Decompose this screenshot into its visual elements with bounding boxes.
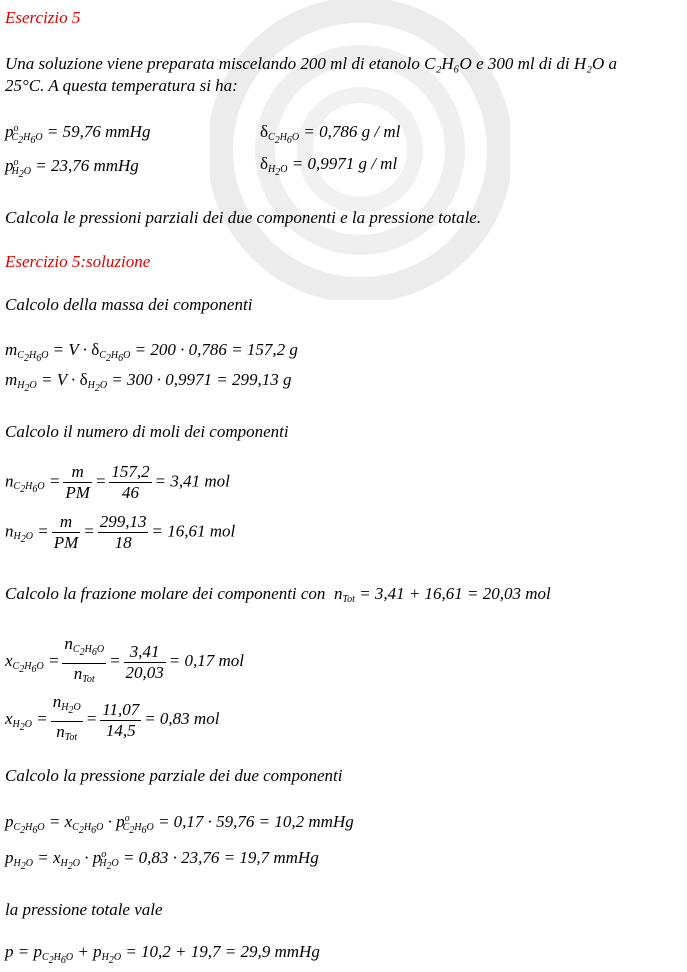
moles-heading: Calcolo il numero di moli dei componenti xyxy=(5,422,289,441)
exercise-question: Calcola le pressioni parziali dei due componenti e la pressione totale. xyxy=(5,208,482,227)
mass-heading: Calcolo della massa dei componenti xyxy=(5,295,253,314)
mass-ethanol-equation: $m_{C_2H_6O} = V \cdot \delta_{C_2H_6O} = 200 \cdot 0,786 = 157,2$ g xyxy=(5,340,298,364)
exercise-text-line2: 25°C. A questa temperatura si ha: xyxy=(5,76,238,95)
given-density-water: $\delta_{H_2O} = 0,9971$ g / ml xyxy=(260,154,398,178)
mass-water-equation: $m_{H_2O} = V \cdot \delta_{H_2O} = 300 \cdot 0,9971 = 299,13$ g xyxy=(5,370,292,394)
fraction-water-equation: $x_{H_2O}$ = $\frac{n_{H_2O}}{n_{Tot}}$ = $\frac{11,07}{14,5}$ = 0,83 mol xyxy=(5,692,220,743)
solution-title: Esercizio 5:soluzione xyxy=(5,252,151,271)
given-density-ethanol: $\delta_{C_2H_6O} = 0,786$ g / ml xyxy=(260,122,401,146)
exercise-title: Esercizio 5 xyxy=(5,8,81,27)
exercise-text-line1: Una soluzione viene preparata miscelando 200 ml di etanolo C₂H₆O e 300 ml di di H₂O a xyxy=(5,54,618,73)
moles-water-equation: $n_{H_2O}$ = $\frac{m}{PM}$ = $\frac{299,13}{18}$ = 16,61 mol xyxy=(5,512,236,552)
watermark-logo xyxy=(210,0,510,300)
total-heading: la pressione totale vale xyxy=(5,900,163,919)
moles-ethanol-equation: $n_{C_2H_6O}$ = $\frac{m}{PM}$ = $\frac{157,2}{46}$ = 3,41 mol xyxy=(5,462,230,502)
partial-water-equation: $p_{H_2O} = x_{H_2O} \cdot p^o_{H_2O} = 0,83 \cdot 23,76 = 19,7$ mmHg xyxy=(5,848,319,872)
given-p0-ethanol: $p^o_{C_2H_6O} = 59,76$ mmHg xyxy=(5,122,151,146)
fraction-heading: Calcolo la frazione molare dei componenti con $n_{Tot} = 3,41 + 16,61 = 20,03$ mol xyxy=(5,584,551,605)
total-pressure-equation: $p = p_{C_2H_6O} + p_{H_2O} = 10,2 + 19,7 = 29,9$ mmHg xyxy=(5,942,320,966)
given-p0-water: $p^o_{H_2O} = 23,76$ mmHg xyxy=(5,156,139,180)
partial-heading: Calcolo la pressione parziale dei due componenti xyxy=(5,766,343,785)
partial-ethanol-equation: $p_{C_2H_6O} = x_{C_2H_6O} \cdot p^o_{C_2H_6O} = 0,17 \cdot 59,76 = 10,2$ mmHg xyxy=(5,812,354,836)
fraction-ethanol-equation: $x_{C_2H_6O}$ = $\frac{n_{C_2H_6O}}{n_{Tot}}$ = $\frac{3,41}{20,03}$ = 0,17 mol xyxy=(5,634,245,685)
